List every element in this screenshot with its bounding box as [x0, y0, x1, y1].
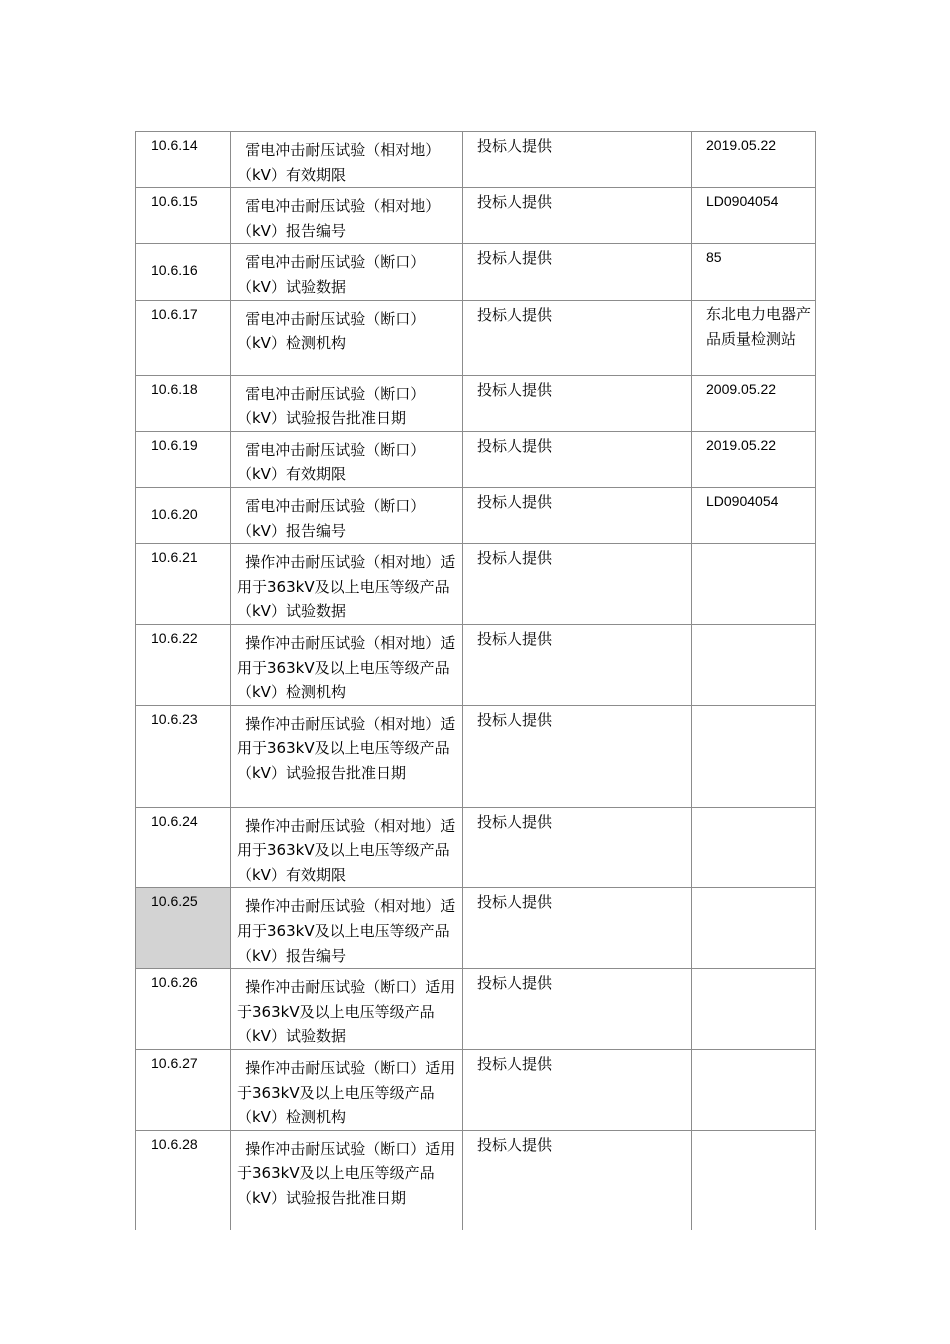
table-row	[136, 544, 816, 625]
item-name: 雷电冲击耐压试验（相对地）（kV）报告编号	[237, 197, 441, 240]
item-name: 操作冲击耐压试验（断口）适用于363kV及以上电压等级产品（kV）检测机构	[237, 1059, 456, 1127]
item-name: 操作冲击耐压试验（相对地）适用于363kV及以上电压等级产品（kV）检测机构	[237, 633, 456, 702]
item-source: 投标人提供	[477, 137, 553, 155]
item-source: 投标人提供	[477, 974, 553, 993]
item-name-cell	[231, 624, 463, 705]
item-source-cell	[463, 544, 692, 625]
item-value-cell	[692, 431, 816, 487]
table-row	[136, 624, 816, 705]
item-source-cell	[463, 888, 692, 969]
item-source-cell	[463, 300, 692, 375]
item-name-cell	[231, 431, 463, 487]
item-source: 投标人提供	[477, 1055, 553, 1074]
item-number: 10.6.22	[151, 629, 198, 646]
item-name: 雷电冲击耐压试验（断口）（kV）检测机构	[237, 309, 426, 353]
item-value	[692, 1050, 815, 1055]
item-name: 操作冲击耐压试验（断口）适用于363kV及以上电压等级产品（kV）试验数据	[237, 978, 456, 1046]
item-source-cell	[463, 375, 692, 431]
table-row	[136, 188, 816, 244]
item-source: 投标人提供	[477, 380, 553, 399]
item-number: 10.6.26	[151, 974, 198, 991]
item-value	[692, 706, 815, 711]
item-value	[692, 1131, 815, 1136]
item-source-cell	[463, 705, 692, 807]
item-source-cell	[463, 1130, 692, 1230]
item-name-cell	[231, 300, 463, 375]
item-source: 投标人提供	[477, 812, 553, 831]
item-source-cell	[463, 487, 692, 543]
item-value-cell	[692, 969, 816, 1050]
table-row	[136, 487, 816, 543]
item-value: 2019.05.22	[706, 436, 777, 453]
item-value	[692, 625, 815, 630]
item-name: 操作冲击耐压试验（相对地）适用于363kV及以上电压等级产品（kV）有效期限	[237, 816, 456, 884]
item-number: 10.6.28	[151, 1135, 198, 1152]
item-name-cell	[231, 1130, 463, 1230]
item-value-cell	[692, 807, 816, 888]
spec-table	[135, 131, 816, 1230]
item-number: 10.6.25	[151, 893, 198, 910]
item-value: 2009.05.22	[706, 380, 777, 397]
item-source: 投标人提供	[477, 305, 553, 324]
item-source: 投标人提供	[477, 249, 553, 268]
item-number-cell	[136, 969, 231, 1050]
item-number-cell	[136, 888, 231, 969]
item-name-cell	[231, 807, 463, 888]
item-value: LD0904054	[706, 492, 779, 509]
table-row	[136, 888, 816, 969]
table-row	[136, 132, 816, 188]
item-value	[692, 888, 815, 893]
item-number: 10.6.16	[151, 262, 198, 279]
item-source: 投标人提供	[477, 629, 553, 648]
item-source-cell	[463, 244, 692, 300]
item-name-cell	[231, 375, 463, 431]
item-name-cell	[231, 487, 463, 543]
table-row	[136, 375, 816, 431]
item-number: 10.6.17	[151, 305, 198, 322]
item-number: 10.6.20	[151, 505, 198, 522]
item-number: 10.6.23	[151, 710, 198, 727]
item-name-cell	[231, 244, 463, 300]
item-value: 85	[706, 249, 722, 266]
item-value-cell	[692, 544, 816, 625]
item-value-cell	[692, 375, 816, 431]
item-source-cell	[463, 132, 692, 188]
item-source: 投标人提供	[477, 193, 553, 212]
table-row	[136, 431, 816, 487]
item-number-cell	[136, 1130, 231, 1230]
item-value-cell	[692, 188, 816, 244]
item-value-cell	[692, 487, 816, 543]
item-source-cell	[463, 1050, 692, 1131]
item-number-cell	[136, 544, 231, 625]
item-name: 雷电冲击耐压试验（断口）（kV）试验报告批准日期	[237, 384, 426, 428]
item-source-cell	[463, 431, 692, 487]
table-row	[136, 1050, 816, 1131]
item-source-cell	[463, 188, 692, 244]
item-number-cell	[136, 431, 231, 487]
spec-table-body	[136, 132, 816, 1231]
item-source-cell	[463, 807, 692, 888]
item-source: 投标人提供	[477, 893, 553, 912]
item-value	[692, 808, 815, 813]
table-row	[136, 807, 816, 888]
item-value-cell	[692, 300, 816, 375]
item-number: 10.6.15	[151, 193, 198, 210]
item-number: 10.6.18	[151, 380, 198, 397]
table-row	[136, 300, 816, 375]
item-number: 10.6.19	[151, 436, 198, 453]
item-value: LD0904054	[706, 193, 779, 210]
item-name: 雷电冲击耐压试验（断口）（kV）试验数据	[237, 253, 426, 296]
item-number-cell	[136, 624, 231, 705]
item-value-cell	[692, 888, 816, 969]
item-name: 操作冲击耐压试验（相对地）适用于363kV及以上电压等级产品（kV）试验报告批准日期	[237, 714, 456, 782]
item-number-cell	[136, 300, 231, 375]
item-value-cell	[692, 1130, 816, 1230]
item-name: 操作冲击耐压试验（相对地）适用于363kV及以上电压等级产品（kV）试验数据	[237, 553, 456, 621]
item-number-cell	[136, 132, 231, 188]
table-row	[136, 705, 816, 807]
item-name-cell	[231, 1050, 463, 1131]
item-source: 投标人提供	[477, 492, 553, 511]
item-source-cell	[463, 624, 692, 705]
item-number: 10.6.21	[151, 549, 198, 566]
item-source: 投标人提供	[477, 1135, 553, 1154]
item-value	[692, 544, 815, 549]
table-row	[136, 244, 816, 300]
item-number: 10.6.14	[151, 137, 198, 153]
item-source-cell	[463, 969, 692, 1050]
item-name: 雷电冲击耐压试验（相对地）（kV）有效期限	[237, 141, 441, 184]
item-value-cell	[692, 244, 816, 300]
item-number-cell	[136, 244, 231, 300]
item-value: 2019.05.22	[706, 137, 777, 153]
item-name: 操作冲击耐压试验（断口）适用于363kV及以上电压等级产品（kV）试验报告批准日期	[237, 1139, 456, 1207]
item-source: 投标人提供	[477, 710, 553, 729]
item-name: 操作冲击耐压试验（相对地）适用于363kV及以上电压等级产品（kV）报告编号	[237, 897, 456, 965]
item-name-cell	[231, 705, 463, 807]
item-name: 雷电冲击耐压试验（断口）（kV）报告编号	[237, 496, 426, 540]
item-name-cell	[231, 888, 463, 969]
item-number-cell	[136, 487, 231, 543]
item-number-cell	[136, 705, 231, 807]
item-source: 投标人提供	[477, 436, 553, 455]
item-number: 10.6.24	[151, 812, 198, 829]
item-name-cell	[231, 544, 463, 625]
item-name-cell	[231, 969, 463, 1050]
item-value-cell	[692, 624, 816, 705]
item-number: 10.6.27	[151, 1055, 198, 1072]
item-source: 投标人提供	[477, 549, 553, 568]
item-name-cell	[231, 188, 463, 244]
item-name: 雷电冲击耐压试验（断口）（kV）有效期限	[237, 440, 426, 484]
item-value-cell	[692, 1050, 816, 1131]
item-number-cell	[136, 188, 231, 244]
item-name-cell	[231, 132, 463, 188]
item-value: 东北电力电器产品质量检测站	[706, 304, 812, 348]
item-number-cell	[136, 375, 231, 431]
item-number-cell	[136, 807, 231, 888]
item-number-cell	[136, 1050, 231, 1131]
item-value-cell	[692, 132, 816, 188]
table-row	[136, 969, 816, 1050]
item-value	[692, 969, 815, 974]
table-row	[136, 1130, 816, 1230]
item-value-cell	[692, 705, 816, 807]
